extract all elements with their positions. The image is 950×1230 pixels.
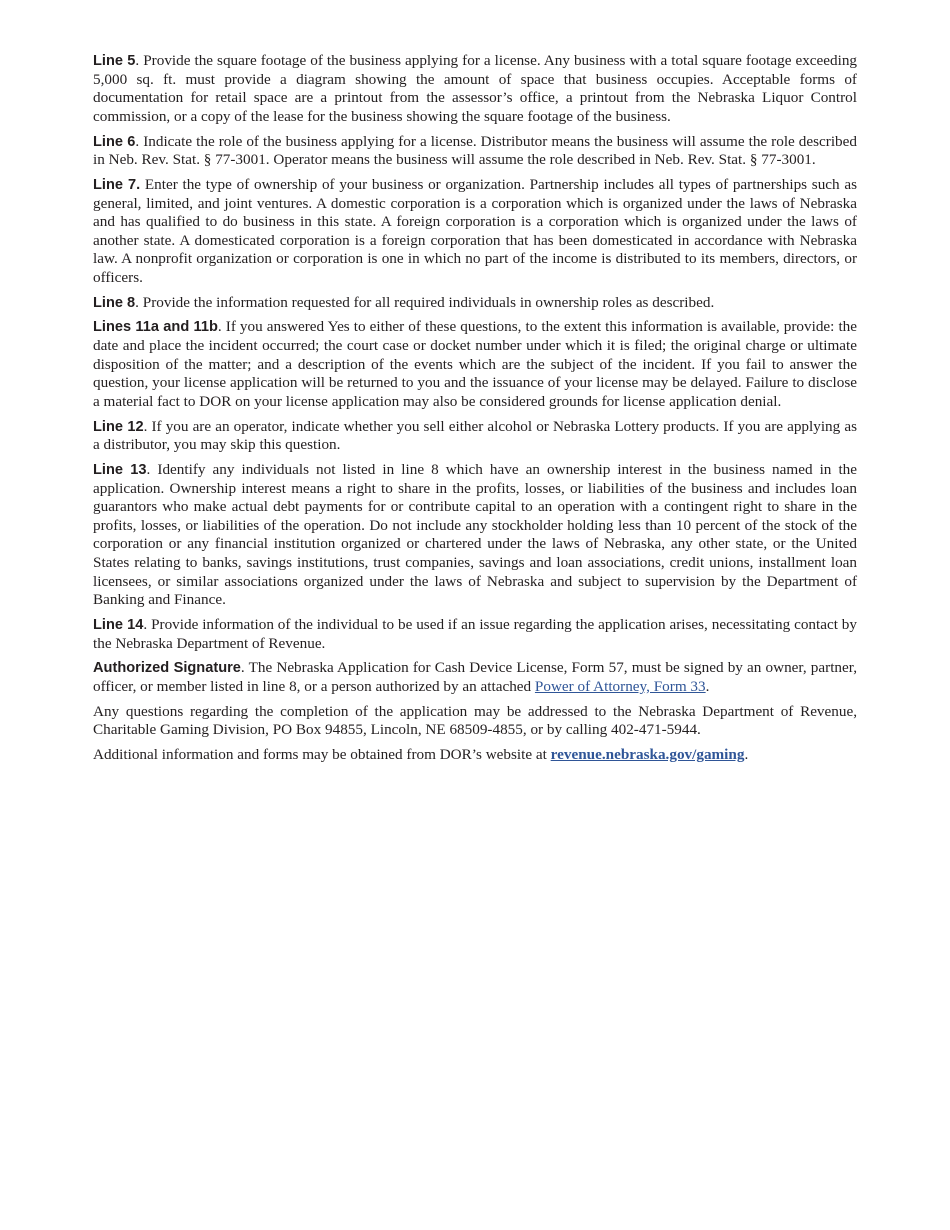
line-6-text: . Indicate the role of the business applying for a license. Distributor means the business will assume the role described in Neb. Rev. Stat. § 77-3001. Operator means the business will assume the role described in Neb. Rev. Stat. § 77-3001. bbox=[93, 132, 857, 169]
line-12-paragraph bbox=[93, 418, 857, 455]
line-13-heading: Line 13 bbox=[93, 462, 147, 478]
lines-11-text: . If you answered Yes to either of these questions, to the extent this information is available, provide: the date and place the incident occurred; the court case or docket number under which it is filed; the original charge or ultimate disposition of the matter; and a description of the events which are the subject of the incident. If you fail to answer the question, your license application will be returned to you and the issuance of your license may be delayed. Failure to disclose a material fact to DOR on your license application may also be considered grounds for license application denial. bbox=[93, 318, 857, 410]
lines-11-paragraph bbox=[93, 318, 857, 411]
line-8-text: . Provide the information requested for all required individuals in ownership roles as described. bbox=[135, 293, 715, 311]
line-7-heading: Line 7. bbox=[93, 176, 141, 193]
line-14-paragraph bbox=[93, 616, 857, 653]
authorized-signature-paragraph bbox=[93, 659, 857, 696]
authorized-signature-end: . bbox=[705, 677, 710, 695]
line-6-heading: Line 6 bbox=[93, 133, 136, 150]
line-12-text: . If you are an operator, indicate whether you sell either alcohol or Nebraska Lottery products. If you are applying as a distributor, you may skip this question. bbox=[93, 417, 857, 454]
line-12-heading: Line 12 bbox=[93, 418, 144, 435]
line-14-heading: Line 14 bbox=[93, 616, 144, 633]
power-of-attorney-link[interactable]: Power of Attorney, Form 33 bbox=[534, 677, 706, 695]
line-13-text: . Identify any individuals not listed in line 8 which have an ownership interest in the business named in the application. Ownership interest means a right to share in the profits, losses, or liabilities of the business and includes loan guarantors who make actual debt payments for or contribute capital to an operation with a contingent right to share in the profits, losses, or liabilities of the operation. Do not include any stockholder holding less than 10 percent of the stock of the corporation or any financial institution organized or chartered under the laws of Nebraska, any other state, or the United States relating to banks, savings institutions, trust companies, savings and loan associations, credit unions, installment loan licensees, or similar associations organized under the laws of Nebraska and subject to supervision by the Department of Banking and Finance. bbox=[93, 461, 857, 609]
authorized-signature-text: . The Nebraska Application for Cash Device License, Form 57, must be signed by an owner, partner, officer, or member listed in line 8, or a person authorized by an attached bbox=[93, 659, 858, 695]
questions-paragraph bbox=[93, 703, 857, 740]
line-8-paragraph bbox=[93, 294, 857, 313]
authorized-signature-heading: Authorized Signature bbox=[93, 660, 241, 677]
additional-info-paragraph bbox=[93, 746, 857, 765]
additional-info-text: Additional information and forms may be obtained from DOR’s website at bbox=[93, 746, 551, 764]
gaming-website-link[interactable]: revenue.nebraska.gov/gaming bbox=[550, 746, 745, 764]
line-7-text: Enter the type of ownership of your business or organization. Partnership includes all types of partnerships such as general, limited, and joint ventures. A domestic corporation is a corporation which is organized under the laws of Nebraska and has qualified to do business in this state. A foreign corporation is a corporation which is organized under the laws of another state. A domesticated corporation is a foreign corporation that has been domesticated in accordance with Nebraska law. A nonprofit organization or corporation is one in which no part of the income is distributed to its members, directors, or officers. bbox=[93, 175, 857, 286]
line-5-text: . Provide the square footage of the business applying for a license. Any business with a total square footage exceeding 5,000 sq. ft. must provide a diagram showing the amount of space that business occupies. Acceptable forms of documentation for retail space are a printout from the assessor’s office, a printout from the Nebraska Liquor Control commission, or a copy of the lease for the business showing the square footage of the business. bbox=[93, 52, 858, 125]
line-6-paragraph bbox=[93, 133, 857, 170]
line-5-heading: Line 5 bbox=[93, 53, 136, 69]
lines-11-heading: Lines 11a and 11b bbox=[93, 319, 218, 336]
line-5-paragraph bbox=[93, 52, 857, 126]
line-14-text: . Provide information of the individual to be used if an issue regarding the application arises, necessitating contact by the Nebraska Department of Revenue. bbox=[93, 615, 857, 652]
questions-text: Any questions regarding the completion of the application may be addressed to the Nebraska Department of Revenue, Charitable Gaming Division, PO Box 94855, Lincoln, NE 68509-4855, or by calling 402-471-5944. bbox=[93, 702, 857, 739]
line-8-heading: Line 8 bbox=[93, 294, 136, 311]
additional-info-end: . bbox=[744, 746, 749, 764]
line-7-paragraph bbox=[93, 176, 857, 288]
line-13-paragraph bbox=[93, 461, 857, 610]
instructions-page bbox=[93, 52, 857, 771]
